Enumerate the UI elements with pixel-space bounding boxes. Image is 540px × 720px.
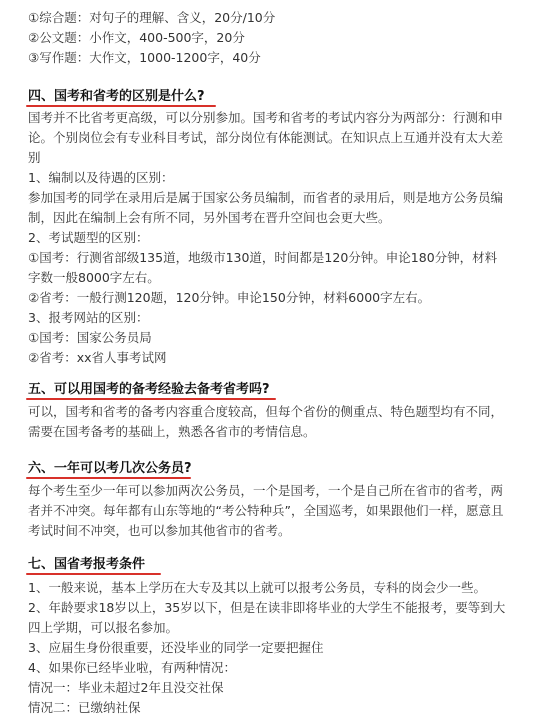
paragraph-line: 国考并不比省考更高级，可以分别参加。国考和省考的考试内容分为两部分：行测和申 [28, 110, 504, 125]
paragraph-line: 考试时间不冲突，也可以参加其他省市的省考。 [28, 523, 291, 538]
paragraph-line: 者并不冲突。每年都有山东等地的“考公特种兵”，全国巡考，如果跟他们一样，愿意且 [28, 503, 504, 518]
paragraph-line: ①国考：行测省部级135道，地级市130道，时间都是120分钟。申论180分钟，材料 [28, 250, 498, 265]
paragraph-line: 4、如果你已经毕业啦，有两种情况： [28, 660, 236, 675]
paragraph-line: ①国考：国家公务员局 [28, 330, 152, 345]
paragraph-line: 1、编制以及待遇的区别： [28, 170, 174, 185]
paragraph-line: 2、年龄要求18岁以上，35岁以下，但是在读非即将毕业的大学生不能报考，要等到大 [28, 600, 506, 615]
paragraph-line: ②省考：一般行测120题，120分钟。申论150分钟，材料6000字左右。 [28, 290, 431, 305]
paragraph-line: 情况一：毕业未超过2年且没交社保 [28, 680, 224, 695]
paragraph-line: 2、考试题型的区别： [28, 230, 149, 245]
paragraph-line: 1、一般来说，基本上学历在大专及其以上就可以报考公务员，专科的岗会少一些。 [28, 580, 486, 595]
paragraph-line: 字数一般8000字左右。 [28, 270, 160, 285]
paragraph-line: 需要在国考备考的基础上，熟悉各省市的考情信息。 [28, 424, 316, 439]
intro-line: ①综合题：对句子的理解、含义，20分/10分 [28, 10, 276, 25]
paragraph-line: 3、应届生身份很重要，还没毕业的同学一定要把握住 [28, 640, 324, 655]
paragraph-line: ②省考：xx省人事考试网 [28, 350, 167, 365]
section-heading-7: 七、国省考报考条件 [28, 557, 146, 572]
section-heading-5: 五、可以用国考的备考经验去备考省考吗? [28, 382, 270, 397]
paragraph-line: 参加国考的同学在录用后是属于国家公务员编制，而省者的录用后，则是地方公务员编 [28, 190, 504, 205]
section-heading-6: 六、一年可以考几次公务员? [28, 461, 192, 476]
paragraph-line: 别 [28, 150, 41, 165]
heading-underline [26, 477, 191, 479]
heading-underline [26, 105, 216, 107]
paragraph-line: 每个考生至少一年可以参加两次公务员，一个是国考，一个是自己所在省市的省考，两 [28, 483, 504, 498]
paragraph-line: 制，因此在编制上会有所不同，另外国考在晋升空间也会更大些。 [28, 210, 391, 225]
heading-underline [26, 398, 276, 400]
paragraph-line: 3、报考网站的区别： [28, 310, 149, 325]
paragraph-line: 论。个别岗位会有专业科目考试，部分岗位有体能测试。在知识点上互通并没有太大差 [28, 130, 504, 145]
section-heading-4: 四、国考和省考的区别是什么? [28, 89, 205, 104]
heading-underline [26, 573, 161, 575]
paragraph-line: 情况二：已缴纳社保 [28, 700, 141, 715]
paragraph-line: 四上学期，可以报名参加。 [28, 620, 179, 635]
intro-line: ②公文题：小作文，400-500字，20分 [28, 30, 245, 45]
intro-line: ③写作题：大作文，1000-1200字，40分 [28, 50, 261, 65]
paragraph-line: 可以，国考和省考的备考内容重合度较高，但每个省份的侧重点、特色题型均有不同， [28, 404, 504, 419]
